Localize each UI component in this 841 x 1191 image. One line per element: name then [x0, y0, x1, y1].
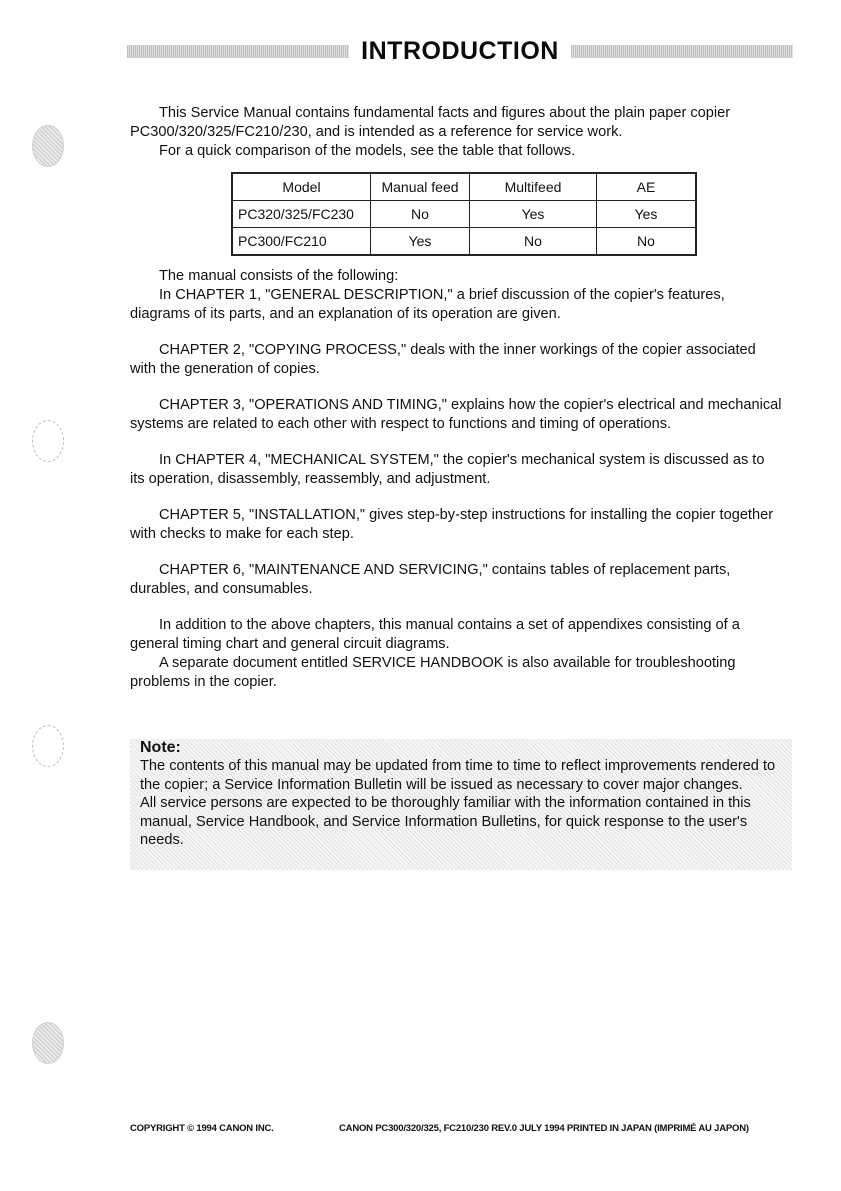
main-content	[130, 104, 782, 692]
copyright-notice: COPYRIGHT © 1994 CANON INC.	[130, 1123, 274, 1134]
contents-intro: The manual consists of the following:	[159, 268, 399, 284]
table-cell: PC320/325/FC230	[232, 201, 371, 228]
table-cell: Yes	[470, 201, 597, 228]
table-row	[232, 201, 696, 228]
chapter-6-summary: CHAPTER 6, "MAINTENANCE AND SERVICING," contains tables of replacement parts, durables, and consumables.	[130, 562, 731, 597]
table-cell: No	[597, 228, 697, 256]
handbook-summary: A separate document entitled SERVICE HANDBOOK is also available for troubleshooting problems in the copier.	[130, 655, 736, 690]
table-cell: PC300/FC210	[232, 228, 371, 256]
intro-paragraph: This Service Manual contains fundamental facts and figures about the plain paper copier PC300/320/325/FC210/230, and is intended as a reference for service work.	[130, 105, 731, 140]
table-header-cell: Model	[232, 173, 371, 201]
chapter-4-summary: In CHAPTER 4, "MECHANICAL SYSTEM," the copier's mechanical system is discussed as to its operation, disassembly, reassembly, and adjustment.	[130, 452, 765, 487]
binder-hole-top	[32, 125, 64, 167]
note-box	[130, 739, 792, 870]
header-rule-right	[571, 45, 793, 58]
table-cell: Yes	[597, 201, 697, 228]
model-comparison-table	[231, 172, 697, 256]
chapter-1-summary: In CHAPTER 1, "GENERAL DESCRIPTION," a brief discussion of the copier's features, diagrams of its parts, and an explanation of its operation are given.	[130, 287, 725, 322]
chapter-2-summary: CHAPTER 2, "COPYING PROCESS," deals with the inner workings of the copier associated with the generation of copies.	[130, 342, 756, 377]
header-rule-left	[127, 45, 349, 58]
table-cell: No	[470, 228, 597, 256]
intro-table-reference: For a quick comparison of the models, see the table that follows.	[159, 143, 576, 159]
note-paragraph-updates: The contents of this manual may be updated from time to time to reflect improvements rendered to the copier; a Service Information Bulletin will be issued as necessary to cover major changes.	[140, 758, 776, 793]
table-header-cell: Manual feed	[371, 173, 470, 201]
chapter-3-summary: CHAPTER 3, "OPERATIONS AND TIMING," explains how the copier's electrical and mechanical systems are related to each other with respect to functions and timing of operations.	[130, 397, 782, 432]
table-header-cell: Multifeed	[470, 173, 597, 201]
table-row	[232, 228, 696, 256]
appendix-summary: In addition to the above chapters, this manual contains a set of appendixes consisting of a general timing chart and general circuit diagrams.	[130, 617, 740, 652]
table-header-cell: AE	[597, 173, 697, 201]
chapter-5-summary: CHAPTER 5, "INSTALLATION," gives step-by-step instructions for installing the copier together with checks to make for each step.	[130, 507, 774, 542]
binder-hole-lower-middle	[32, 725, 64, 767]
binder-hole-upper-middle	[32, 420, 64, 462]
note-title: Note:	[140, 739, 181, 756]
table-header-row	[232, 173, 696, 201]
binder-hole-bottom	[32, 1022, 64, 1064]
table-cell: Yes	[371, 228, 470, 256]
table-cell: No	[371, 201, 470, 228]
page-header	[127, 34, 793, 68]
print-info: CANON PC300/320/325, FC210/230 REV.0 JULY 1994 PRINTED IN JAPAN (IMPRIMÉ AU JAPON)	[339, 1123, 749, 1134]
page-title: INTRODUCTION	[361, 36, 559, 65]
note-paragraph-familiarity: All service persons are expected to be thoroughly familiar with the information contained in this manual, Service Handbook, and Service Information Bulletins, for quick response to the user's needs.	[140, 795, 751, 848]
